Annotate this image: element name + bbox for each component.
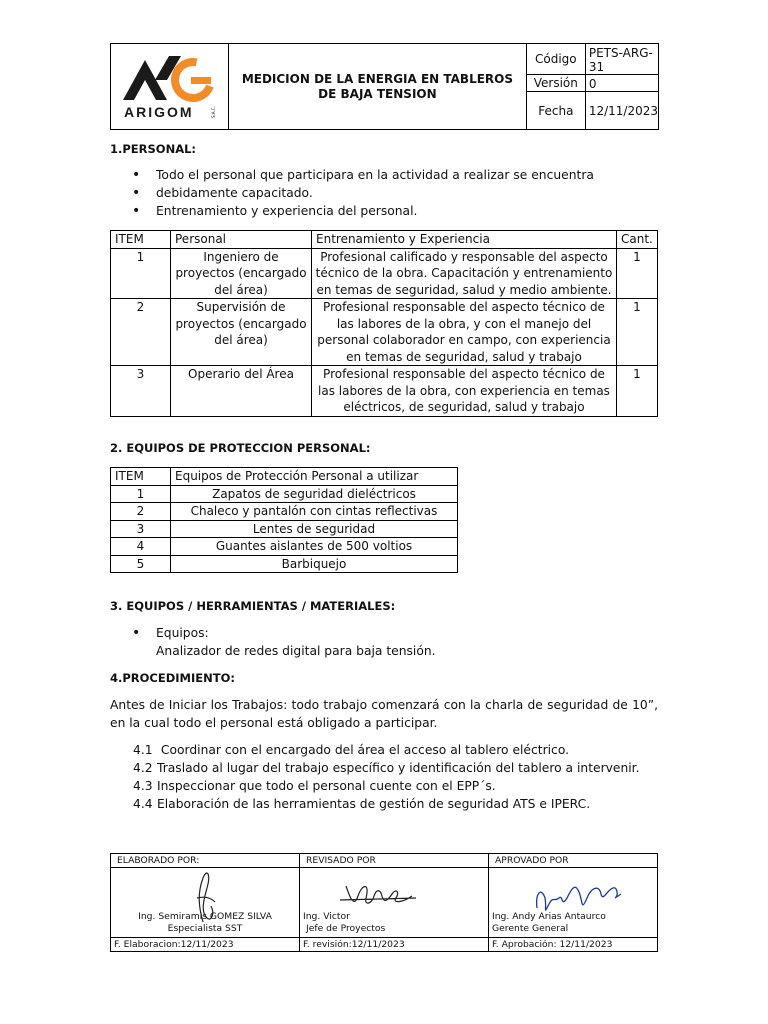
step-number: 4.2 <box>133 761 153 775</box>
step-number: 4.1 <box>133 743 153 757</box>
elaborado-header: ELABORADO POR: <box>111 854 300 868</box>
aprovado-header: APROVADO POR <box>489 854 658 868</box>
revisado-role: Jefe de Proyectos <box>306 923 386 934</box>
elaborado-name-block <box>111 911 299 937</box>
logo-wordmark: ARIGOM <box>124 104 194 120</box>
cell-line: Profesional calificado y responsable del aspecto <box>320 249 608 264</box>
logo-suffix: S.A.C. <box>211 106 216 118</box>
cell-line: Ingeniero de <box>203 249 279 264</box>
cell-line: Supervisión de <box>196 300 286 314</box>
step-number: 4.3 <box>133 779 153 793</box>
row-experience <box>312 248 617 299</box>
row-item: 2 <box>111 299 171 366</box>
revisado-date: F. revisión:12/11/2023 <box>300 938 489 952</box>
row-experience <box>312 366 617 417</box>
row-item: 3 <box>111 520 171 538</box>
step-text: Coordinar con el encargado del área el acceso al tablero eléctrico. <box>157 743 570 757</box>
cell-line: Profesional responsable del aspecto técnico de <box>323 300 605 314</box>
row-personal <box>171 248 312 299</box>
table-header-item: ITEM <box>111 468 171 486</box>
step-item <box>133 777 640 795</box>
step-text: Traslado al lugar del trabajo específico y identificación del tablero a intervenir. <box>157 761 640 775</box>
aprovado-name: Ing. Andy Arias Antaurco <box>492 911 606 922</box>
table-header-epp: Equipos de Protección Personal a utilizar <box>171 468 458 486</box>
cell-line: en temas de seguridad, salud y trabajo <box>346 349 582 364</box>
table-row <box>111 503 458 521</box>
step-item <box>133 741 640 759</box>
list-item: • Todo el personal que participara en la actividad a realizar se encuentra <box>132 166 594 184</box>
row-item: 2 <box>111 503 171 521</box>
procedure-intro: Antes de Iniciar los Trabajos: todo trabajo comenzará con la charla de seguridad de 10”, en la cual todo el personal está obligado a participar. <box>110 698 658 730</box>
row-item: 5 <box>111 555 171 573</box>
section-epp-title: 2. EQUIPOS DE PROTECCION PERSONAL: <box>110 441 371 455</box>
cell-line: técnico de la obra. Capacitación y entrenamiento <box>315 266 613 280</box>
row-personal <box>171 299 312 366</box>
cell-line: proyectos (encargado <box>175 266 307 280</box>
personal-table <box>110 230 658 417</box>
row-epp: Barbiquejo <box>171 555 458 573</box>
list-item: • Entrenamiento y experiencia del personal. <box>132 202 594 220</box>
row-epp: Zapatos de seguridad dieléctricos <box>171 485 458 503</box>
aprovado-date: F. Aprobación: 12/11/2023 <box>489 938 658 952</box>
step-text: Elaboración de las herramientas de gestión de seguridad ATS e IPERC. <box>157 797 591 811</box>
row-epp: Guantes aislantes de 500 voltios <box>171 538 458 556</box>
signature-table <box>110 853 658 952</box>
codigo-value: PETS-ARG-31 <box>585 44 658 75</box>
equipment-bullet-list <box>132 624 436 660</box>
table-row <box>111 485 458 503</box>
fecha-label: Fecha <box>526 92 585 130</box>
row-epp: Chaleco y pantalón con cintas reflectivas <box>171 503 458 521</box>
table-header-personal: Personal <box>171 231 312 249</box>
row-cant: 1 <box>617 366 658 417</box>
fecha-value: 12/11/2023 <box>585 92 658 130</box>
table-row <box>111 555 458 573</box>
table-row <box>111 248 658 299</box>
cell-line: del área) <box>214 282 268 297</box>
cell-line: proyectos (encargado <box>175 316 307 331</box>
elaborado-date: F. Elaboracion:12/11/2023 <box>111 938 300 952</box>
personal-bullet-list <box>132 166 594 220</box>
cell-line: del área) <box>214 333 268 347</box>
revisado-signature-cell <box>300 868 489 938</box>
cell-line: personal colaborador en campo, con experiencia <box>317 333 611 347</box>
table-row <box>111 538 458 556</box>
arigom-logo <box>111 46 228 124</box>
section-equipment-title: 3. EQUIPOS / HERRAMIENTAS / MATERIALES: <box>110 599 396 613</box>
version-label: Versión <box>526 75 585 92</box>
aprovado-name-block <box>492 911 606 937</box>
cell-line: las labores de la obra, con experiencia en temas <box>318 383 610 398</box>
revisado-name: Ing. Victor <box>303 911 350 922</box>
section-procedure-title: 4.PROCEDIMIENTO: <box>110 671 235 685</box>
step-item <box>133 795 640 813</box>
table-header-item: ITEM <box>111 231 171 249</box>
step-text: Inspeccionar que todo el personal cuente con el EPP´s. <box>157 779 496 793</box>
row-item: 1 <box>111 248 171 299</box>
procedure-steps <box>133 741 640 813</box>
elaborado-role: Especialista SST <box>167 923 243 934</box>
row-item: 4 <box>111 538 171 556</box>
cell-line: eléctricos, de seguridad, salud y trabajo <box>343 400 585 414</box>
aprovado-signature-cell <box>489 868 658 938</box>
logo-g-bar <box>191 77 211 84</box>
elaborado-signature-cell <box>111 868 300 938</box>
document-title: MEDICION DE LA ENERGIA EN TABLEROS DE BAJA TENSION <box>229 44 527 130</box>
table-row <box>111 299 658 366</box>
row-item: 3 <box>111 366 171 417</box>
row-personal <box>171 366 312 417</box>
table-header-cant: Cant. <box>617 231 658 249</box>
step-number: 4.4 <box>133 797 153 811</box>
row-cant: 1 <box>617 299 658 366</box>
aprovado-role: Gerente General <box>492 923 569 934</box>
table-row <box>111 366 658 417</box>
revisado-name-block <box>303 911 385 937</box>
row-cant: 1 <box>617 248 658 299</box>
elaborado-name: Ing. Semiramis GOMEZ SILVA <box>138 911 272 922</box>
cell-line: Operario del Área <box>188 367 294 381</box>
row-experience <box>312 299 617 366</box>
codigo-label: Código <box>526 44 585 75</box>
list-item: • debidamente capacitado. <box>132 184 594 202</box>
section-personal-title: 1.PERSONAL: <box>110 142 197 156</box>
document-header <box>110 43 659 130</box>
step-item <box>133 759 640 777</box>
cell-line: en temas de seguridad, salud y medio ambiente. <box>316 282 612 297</box>
cell-line: las labores de la obra, y con el manejo del <box>336 316 592 331</box>
list-item-sub: Analizador de redes digital para baja tensión. <box>156 644 436 658</box>
cell-line: Profesional responsable del aspecto técnico de <box>323 367 605 381</box>
epp-table <box>110 467 458 573</box>
table-row <box>111 520 458 538</box>
company-logo-cell <box>111 44 229 130</box>
revisado-header: REVISADO POR <box>300 854 489 868</box>
row-item: 1 <box>111 485 171 503</box>
version-value: 0 <box>585 75 658 92</box>
table-header-experience: Entrenamiento y Experiencia <box>312 231 617 249</box>
row-epp: Lentes de seguridad <box>171 520 458 538</box>
list-item: • Equipos: <box>132 624 436 642</box>
